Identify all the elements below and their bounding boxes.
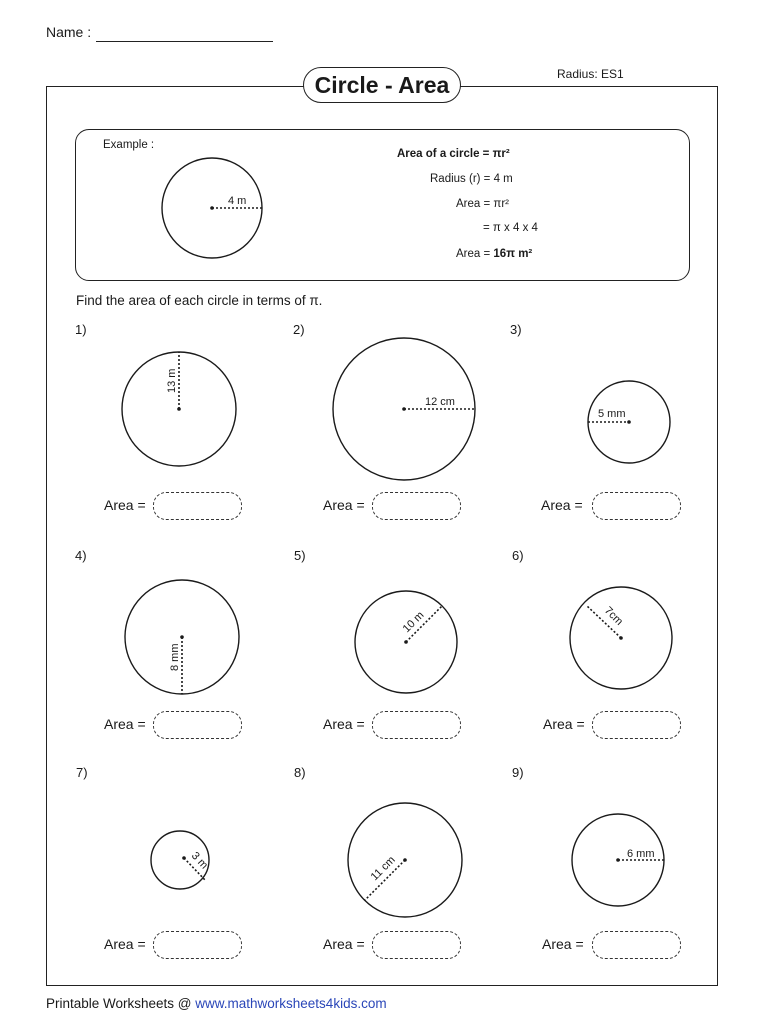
example-label: Example : bbox=[103, 139, 155, 151]
problem-2-circle bbox=[333, 338, 475, 480]
problem-7-area-label: Area = bbox=[104, 936, 146, 952]
problem-8-area-label: Area = bbox=[323, 936, 365, 952]
instructions: Find the area of each circle in terms of π. bbox=[76, 293, 323, 308]
example-circle bbox=[162, 158, 262, 258]
problem-9-area-label: Area = bbox=[542, 936, 584, 952]
problem-5-circle bbox=[355, 591, 457, 693]
footer bbox=[46, 996, 387, 1011]
footer-prefix: Printable Worksheets @ bbox=[46, 996, 196, 1011]
example-result-prefix: Area = bbox=[456, 248, 494, 260]
problem-3-number: 3) bbox=[510, 322, 522, 337]
problem-4-circle bbox=[125, 580, 239, 694]
problem-7-number: 7) bbox=[76, 765, 88, 780]
problem-3-radius-label: 5 mm bbox=[598, 408, 626, 420]
example-formula: Area of a circle = πr² bbox=[397, 148, 510, 160]
problem-6-circle bbox=[570, 587, 672, 689]
footer-link[interactable]: www.mathworksheets4kids.com bbox=[195, 996, 387, 1011]
problem-1-circle bbox=[122, 352, 236, 466]
problem-1-area-label: Area = bbox=[104, 497, 146, 513]
problem-8-radius-label: 11 cm bbox=[368, 854, 398, 884]
problem-2-area-label: Area = bbox=[323, 497, 365, 513]
problem-9-radius-label: 6 mm bbox=[627, 848, 655, 860]
problem-9-number: 9) bbox=[512, 765, 524, 780]
name-label: Name : bbox=[46, 24, 92, 40]
problem-7-radius-label: 3 m bbox=[188, 849, 211, 872]
problem-5-number: 5) bbox=[294, 548, 306, 563]
problem-2-radius-label: 12 cm bbox=[425, 396, 455, 408]
example-radius-label: 4 m bbox=[228, 195, 247, 207]
problem-9-circle bbox=[572, 814, 664, 906]
problem-8-circle bbox=[348, 803, 462, 917]
problem-4-number: 4) bbox=[75, 548, 87, 563]
example-result-value: 16π m² bbox=[493, 248, 533, 260]
problem-3-circle bbox=[588, 381, 670, 463]
problem-3-area-label: Area = bbox=[541, 497, 583, 513]
page-title: Circle - Area bbox=[303, 67, 461, 103]
problem-6-radius-label: 7cm bbox=[601, 604, 626, 628]
example-step-2: = π x 4 x 4 bbox=[483, 222, 538, 234]
level-label: Radius: ES1 bbox=[557, 67, 624, 81]
example-radius: Radius (r) = 4 m bbox=[430, 173, 513, 185]
problem-2-number: 2) bbox=[293, 322, 305, 337]
problem-8-number: 8) bbox=[294, 765, 306, 780]
problem-5-radius-label: 10 m bbox=[400, 609, 427, 636]
problem-6-area-label: Area = bbox=[543, 716, 585, 732]
problem-5-area-label: Area = bbox=[323, 716, 365, 732]
problem-4-radius-label: 8 mm bbox=[169, 643, 181, 671]
problem-6-number: 6) bbox=[512, 548, 524, 563]
example-step-1: Area = πr² bbox=[456, 198, 509, 210]
problem-4-area-label: Area = bbox=[104, 716, 146, 732]
problem-1-radius-label: 13 m bbox=[166, 368, 178, 393]
problem-1-number: 1) bbox=[75, 322, 87, 337]
